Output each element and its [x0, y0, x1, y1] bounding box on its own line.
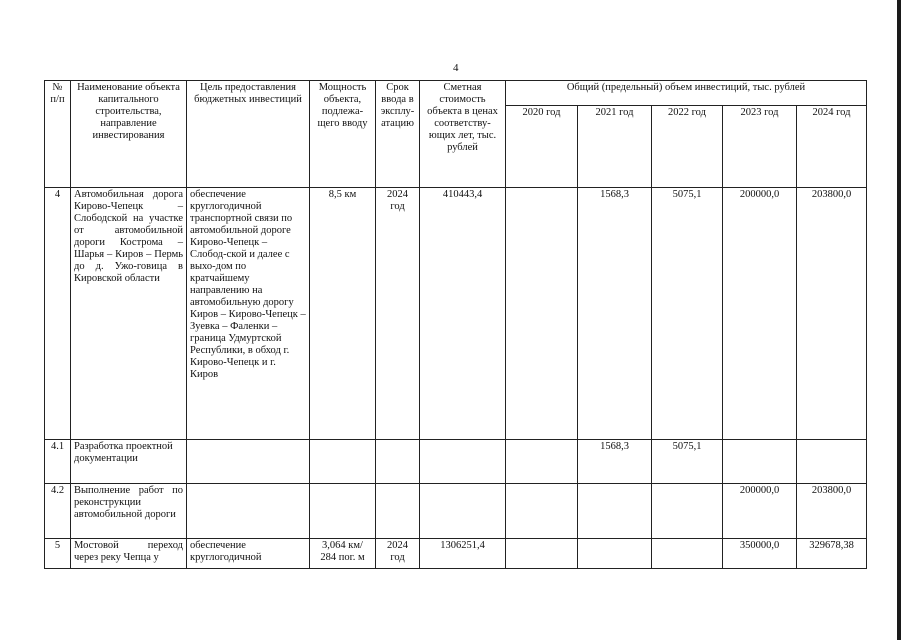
row-y2020: [506, 484, 578, 539]
row-term: 2024 год: [376, 188, 420, 440]
row-name: Мостовой переход через реку Чепца у: [71, 539, 187, 569]
row-y2021: [578, 484, 652, 539]
header-year: 2024 год: [797, 105, 867, 187]
row-capacity: [310, 440, 376, 484]
header-year: 2021 год: [578, 105, 652, 187]
row-term: [376, 440, 420, 484]
row-name: Выполнение работ по реконструкции автомобильной дороги: [71, 484, 187, 539]
table-row: [45, 539, 867, 569]
row-y2020: [506, 539, 578, 569]
row-num: 4.1: [45, 440, 71, 484]
row-y2021: 1568,3: [578, 440, 652, 484]
row-y2023: 200000,0: [723, 484, 797, 539]
row-goal: обеспечение круглогодичной: [187, 539, 310, 569]
row-name: Автомобильная дорога Кирово-Чепецк – Слободской на участке от автомобильной дороги Кострома – Шарья – Киров – Пермь до д. Ужо-говица в Кировской области: [71, 188, 187, 440]
row-y2021: 1568,3: [578, 188, 652, 440]
investment-table: [44, 80, 867, 569]
header-capacity: Мощность объекта, подлежа-щего вводу: [310, 81, 376, 188]
row-y2023: 350000,0: [723, 539, 797, 569]
row-cost: [420, 440, 506, 484]
page-number: 4: [453, 62, 459, 74]
header-year: 2022 год: [652, 105, 723, 187]
row-y2024: 203800,0: [797, 484, 867, 539]
header-year: 2020 год: [506, 105, 578, 187]
row-y2024: 329678,38: [797, 539, 867, 569]
row-term: [376, 484, 420, 539]
page-edge-bar: [897, 0, 901, 640]
row-goal: обеспечение круглогодичной транспортной связи по автомобильной дороге Кирово-Чепецк – Слобод-ской и далее с выхо-дом по кратчайшему направлению на автомобильную дорогу Киров – Кирово-Чепецк – Зуевка – Фаленки – граница Удмуртской Республики, в обход г. Кирово-Чепецк и г. Киров: [187, 188, 310, 440]
row-name: Разработка проектной документации: [71, 440, 187, 484]
header-invest-total: Общий (предельный) объем инвестиций, тыс. рублей: [506, 81, 867, 106]
row-num: 4.2: [45, 484, 71, 539]
row-goal: [187, 484, 310, 539]
row-y2024: 203800,0: [797, 188, 867, 440]
header-goal: Цель предоставления бюджетных инвестиций: [187, 81, 310, 188]
row-y2020: [506, 188, 578, 440]
row-capacity: 8,5 км: [310, 188, 376, 440]
row-num: 4: [45, 188, 71, 440]
row-y2023: 200000,0: [723, 188, 797, 440]
row-cost: [420, 484, 506, 539]
row-capacity: [310, 484, 376, 539]
table-row: [45, 188, 867, 440]
row-y2022: 5075,1: [652, 188, 723, 440]
row-y2020: [506, 440, 578, 484]
row-goal: [187, 440, 310, 484]
row-term: 2024 год: [376, 539, 420, 569]
row-num: 5: [45, 539, 71, 569]
table-row: [45, 484, 867, 539]
row-cost: 410443,4: [420, 188, 506, 440]
header-name: Наименование объекта капитального строительства, направление инвестирования: [71, 81, 187, 188]
header-num: № п/п: [45, 81, 71, 188]
header-cost: Сметная стоимость объекта в ценах соответству-ющих лет, тыс. рублей: [420, 81, 506, 188]
header-year: 2023 год: [723, 105, 797, 187]
header-term: Срок ввода в эксплу-атацию: [376, 81, 420, 188]
row-capacity: 3,064 км/ 284 пог. м: [310, 539, 376, 569]
row-y2024: [797, 440, 867, 484]
row-y2022: [652, 539, 723, 569]
row-y2022: [652, 484, 723, 539]
table-row: [45, 440, 867, 484]
row-y2022: 5075,1: [652, 440, 723, 484]
row-y2021: [578, 539, 652, 569]
row-cost: 1306251,4: [420, 539, 506, 569]
row-y2023: [723, 440, 797, 484]
